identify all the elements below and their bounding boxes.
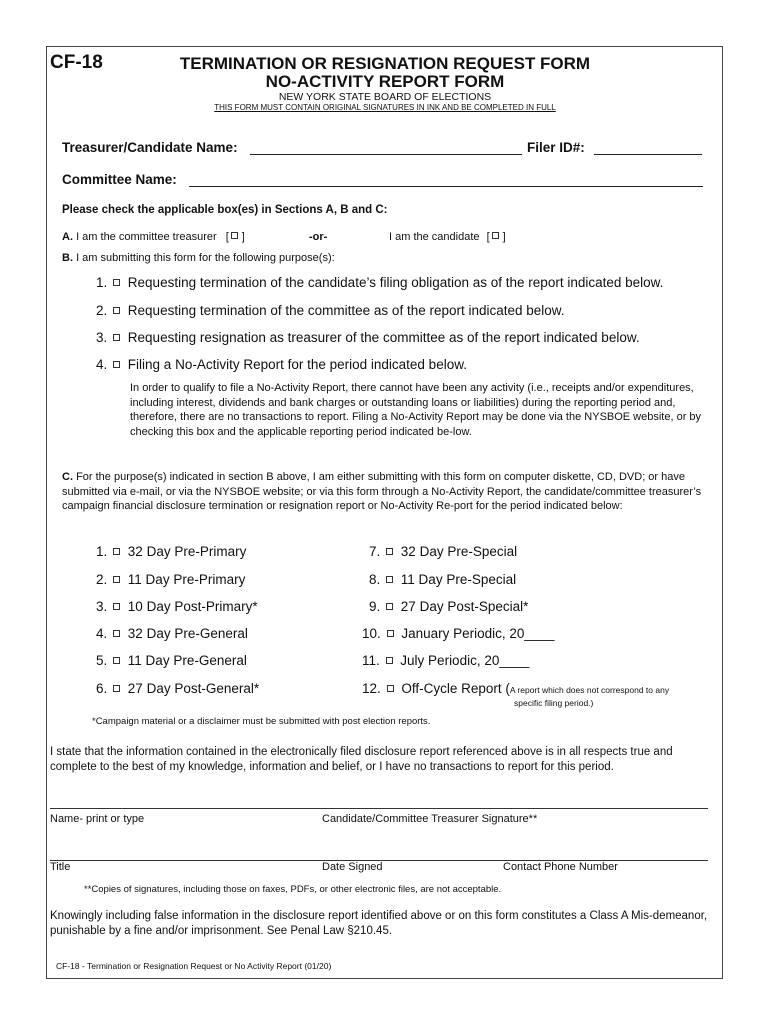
purpose-text: Requesting termination of the committee as of the report indicated below. (127, 303, 565, 318)
period-checkbox[interactable] (113, 576, 120, 583)
name-label: Name- print or type (50, 813, 145, 825)
signature-copies-footnote: **Copies of signatures, including those on faxes, PDFs, or other electronic files, are not acceptable. (84, 884, 502, 895)
period-item (96, 626, 248, 641)
purpose-item (96, 330, 640, 345)
or-separator: -or- (309, 231, 328, 243)
period-text: 10 Day Post-Primary* (127, 599, 258, 614)
committee-name-field[interactable] (189, 186, 703, 187)
period-text: January Periodic, 20____ (401, 626, 555, 641)
section-a-letter: A. (62, 231, 73, 243)
period-number: 9. (369, 599, 381, 614)
period-number: 11. (362, 653, 380, 668)
period-text: 11 Day Pre-Primary (127, 572, 246, 587)
purpose-number: 4. (96, 357, 108, 372)
section-b-intro (62, 252, 335, 264)
period-checkbox[interactable] (113, 548, 120, 555)
period-checkbox[interactable] (113, 603, 120, 610)
period-item (369, 544, 517, 559)
period-item (369, 599, 528, 614)
treasurer-name-field[interactable] (250, 154, 522, 155)
post-election-footnote: *Campaign material or a disclaimer must be submitted with post election reports. (92, 716, 431, 727)
agency-name: NEW YORK STATE BOARD OF ELECTIONS (278, 91, 492, 103)
signature-notice: THIS FORM MUST CONTAIN ORIGINAL SIGNATURES IN INK AND BE COMPLETED IN FULL (214, 103, 556, 112)
name-signature-line[interactable] (50, 808, 708, 809)
period-text: 11 Day Pre-Special (400, 572, 517, 587)
treasurer-option-label: I am the committee treasurer (76, 231, 217, 243)
no-activity-note: In order to qualify to file a No-Activity Report, there cannot have been any activity (i.e., receipts and/or expenditures, including interest, dividends and bank charges or outstanding loans or liabilities) during the reporting period and, therefore, there are no transactions to report. Filing a No-Activity Report may be done via the NYSBOE website, or by checking this box and the applicable reporting period indicated be-low. (130, 382, 702, 438)
purpose-number: 3. (96, 330, 108, 345)
purpose-text: Requesting resignation as treasurer of the committee as of the report indicated below. (127, 330, 640, 345)
period-number: 1. (96, 544, 108, 559)
section-c-body: For the purpose(s) indicated in section B above, I am either submitting with this form on computer diskette, CD, DVD; or have submitted via e-mail, or via the NYSBOE website; or via this form through a No-Activity Report, the candidate/committee treasurer’s campaign financial disclosure termination or resignation report or No-Activity Re-port for the period indicated below: (62, 471, 702, 512)
period-item (96, 544, 246, 559)
phone-label: Contact Phone Number (503, 861, 618, 873)
purpose-text: Requesting termination of the candidate’s filing obligation as of the report indicated below. (127, 275, 664, 290)
page-footer: CF-18 - Termination or Resignation Request or No Activity Report (01/20) (56, 961, 332, 971)
filer-id-label: Filer ID#: (527, 140, 585, 155)
purpose-checkbox-termination-candidate[interactable] (113, 279, 120, 286)
period-item (96, 653, 247, 668)
period-checkbox[interactable] (386, 576, 393, 583)
section-c-letter: C. (62, 471, 73, 483)
purpose-number: 1. (96, 275, 108, 290)
committee-name-label: Committee Name: (62, 172, 177, 187)
period-checkbox[interactable] (387, 630, 394, 637)
date-signed-label: Date Signed (322, 861, 383, 873)
period-text: July Periodic, 20____ (400, 653, 530, 668)
period-checkbox[interactable] (386, 603, 393, 610)
purpose-checkbox-resignation[interactable] (113, 334, 120, 341)
period-number: 6. (96, 681, 108, 696)
form-title-line1: TERMINATION OR RESIGNATION REQUEST FORM (179, 54, 591, 73)
treasurer-checkbox[interactable] (231, 232, 238, 239)
period-text: 11 Day Pre-General (127, 653, 247, 668)
period-number: 12. (362, 681, 381, 696)
period-item (96, 599, 258, 614)
period-checkbox[interactable] (386, 657, 393, 664)
period-text: 32 Day Pre-Special (400, 544, 518, 559)
section-b-letter: B. (62, 252, 73, 264)
period-item (369, 572, 516, 587)
section-b-intro-text: I am submitting this form for the following purpose(s): (76, 252, 335, 264)
period-checkbox[interactable] (386, 548, 393, 555)
treasurer-name-label: Treasurer/Candidate Name: (62, 140, 238, 155)
form-title-line2: NO-ACTIVITY REPORT FORM (265, 72, 505, 91)
signature-label: Candidate/Committee Treasurer Signature** (322, 813, 538, 825)
period-item (96, 572, 245, 587)
period-number: 7. (369, 544, 381, 559)
penalty-warning: Knowingly including false information in the disclosure report identified above or on this form constitutes a Class A Mis-demeanor, punishable by a fine and/or imprisonment. See Penal Law §210.45. (50, 910, 708, 937)
period-number: 2. (96, 572, 108, 587)
purpose-item (96, 275, 663, 290)
certification-statement: I state that the information contained in the electronically filed disclosure report referenced above is in all respects true and complete to the best of my knowledge, information and belief, or I have no transactions to report for this period. (50, 746, 673, 773)
candidate-checkbox[interactable] (492, 232, 499, 239)
period-item (362, 653, 529, 668)
period-checkbox[interactable] (387, 685, 394, 692)
section-c-text (62, 470, 714, 514)
period-item (362, 681, 669, 696)
period-text: 32 Day Pre-General (127, 626, 248, 641)
period-item (362, 626, 554, 641)
purpose-checkbox-no-activity[interactable] (113, 361, 120, 368)
instructions: Please check the applicable box(es) in Sections A, B and C: (62, 204, 388, 216)
offcycle-note-cont: specific filing period.) (514, 698, 594, 708)
period-text: 32 Day Pre-Primary (127, 544, 247, 559)
purpose-number: 2. (96, 303, 108, 318)
purpose-item (96, 357, 467, 372)
offcycle-note: A report which does not correspond to any (509, 685, 670, 695)
purpose-item (96, 303, 565, 318)
period-checkbox[interactable] (113, 630, 120, 637)
title-label: Title (50, 861, 71, 873)
period-checkbox[interactable] (113, 657, 120, 664)
period-checkbox[interactable] (113, 685, 120, 692)
period-number: 8. (369, 572, 381, 587)
period-number: 5. (96, 653, 108, 668)
purpose-checkbox-termination-committee[interactable] (113, 307, 120, 314)
period-text: 27 Day Post-Special* (400, 599, 529, 614)
period-text: 27 Day Post-General* (127, 681, 260, 696)
filer-id-field[interactable] (594, 154, 702, 155)
period-text: Off-Cycle Report ( (401, 681, 510, 696)
candidate-option-label: I am the candidate (389, 231, 480, 243)
purpose-text: Filing a No-Activity Report for the period indicated below. (127, 357, 467, 372)
period-number: 4. (96, 626, 108, 641)
candidate-option: I am the candidate [ ] (389, 231, 506, 243)
period-number: 3. (96, 599, 108, 614)
period-number: 10. (362, 626, 381, 641)
form-number: CF-18 (50, 52, 103, 73)
period-item (96, 681, 259, 696)
section-a: A. I am the committee treasurer [ ] (62, 231, 245, 243)
